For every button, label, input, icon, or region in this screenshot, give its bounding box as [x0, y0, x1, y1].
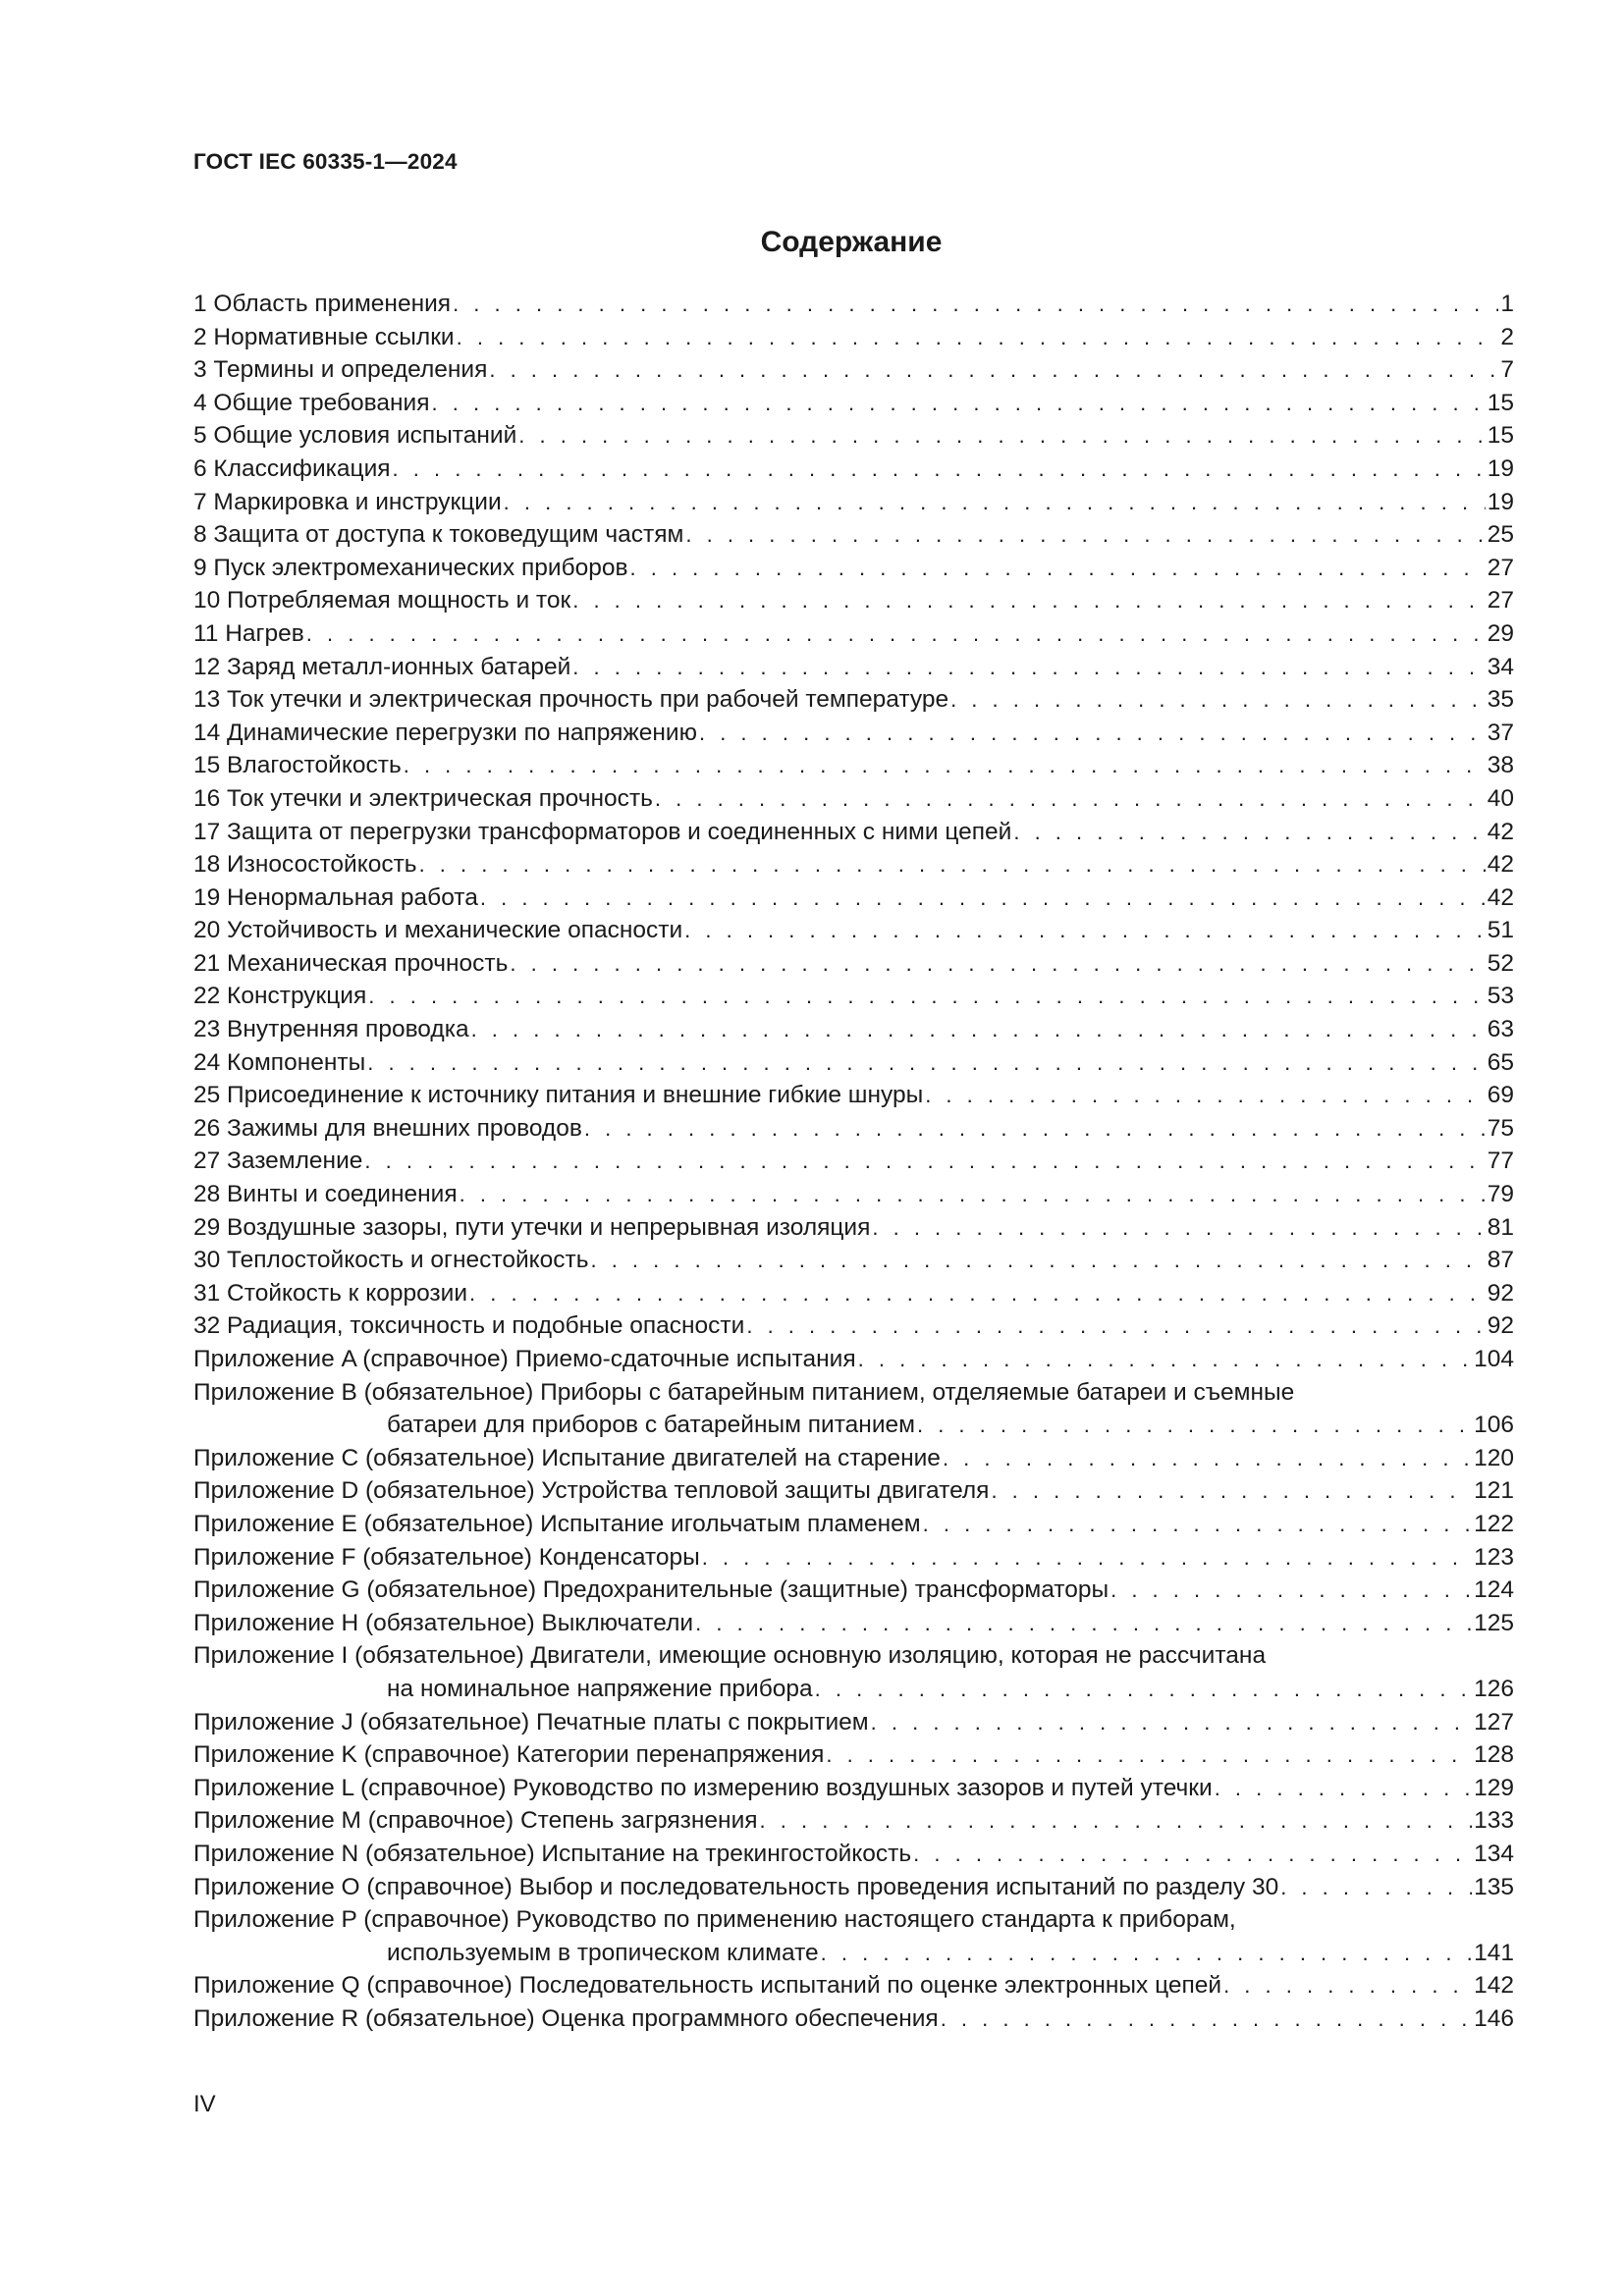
toc-entry-title: Приложение N (обязательное) Испытание на трекингостойкость: [193, 1840, 912, 1867]
toc-leader-dots: [1280, 1871, 1472, 1904]
toc-leader-dots: [453, 288, 1498, 321]
toc-entry-title: 19 Ненормальная работа: [193, 883, 478, 911]
toc-leader-dots: [368, 980, 1485, 1013]
toc-leader-dots: [941, 2002, 1472, 2036]
toc-entry-page: 81: [1487, 1213, 1514, 1241]
toc-entry[interactable]: [193, 1772, 1514, 1805]
toc-entry-page: 77: [1487, 1148, 1514, 1175]
toc-leader-dots: [917, 1409, 1472, 1442]
toc-entry[interactable]: [193, 419, 1514, 453]
toc-entry-title: 13 Ток утечки и электрическая прочность при рабочей температуре: [193, 686, 949, 714]
toc-entry-page: 92: [1487, 1312, 1514, 1340]
toc-entry-page: 35: [1487, 686, 1514, 714]
document-header: ГОСТ IEC 60335-1—2024: [193, 149, 458, 174]
toc-entry-title: батареи для приборов с батарейным питанием: [387, 1412, 915, 1439]
toc-entry[interactable]: [193, 1277, 1514, 1310]
toc-entry-page: 27: [1487, 587, 1514, 614]
toc-leader-dots: [469, 1277, 1486, 1310]
toc-entry[interactable]: [193, 486, 1514, 519]
toc-leader-dots: [871, 1706, 1472, 1739]
toc-entry[interactable]: [193, 816, 1514, 849]
toc-entry-page: 42: [1487, 883, 1514, 911]
toc-leader-dots: [943, 1442, 1472, 1475]
toc-entry[interactable]: [193, 1804, 1514, 1838]
toc-leader-dots: [1110, 1574, 1472, 1607]
toc-entry-title: 4 Общие требования: [193, 389, 430, 416]
toc-entry-page: 40: [1487, 784, 1514, 812]
toc-entry-page: 122: [1474, 1510, 1514, 1537]
toc-entry[interactable]: [193, 683, 1514, 717]
toc-leader-dots: [746, 1309, 1485, 1343]
toc-entry[interactable]: [193, 782, 1514, 816]
toc-entry-title: 25 Присоединение к источнику питания и внешние гибкие шнуры: [193, 1082, 924, 1109]
toc-entry-title: 29 Воздушные зазоры, пути утечки и непрерывная изоляция: [193, 1213, 871, 1241]
toc-leader-dots: [685, 518, 1485, 552]
toc-entry-title: Приложение H (обязательное) Выключатели: [193, 1609, 694, 1636]
toc-entry[interactable]: [193, 980, 1514, 1013]
toc-entry[interactable]: [193, 1673, 1514, 1706]
toc-entry-page: 125: [1474, 1609, 1514, 1636]
toc-entry[interactable]: [193, 914, 1514, 947]
toc-leader-dots: [480, 881, 1486, 915]
toc-entry[interactable]: [193, 2002, 1514, 2036]
toc-entry[interactable]: [193, 1343, 1514, 1376]
toc-entry-title: 6 Классификация: [193, 454, 391, 482]
toc-entry-title: Приложение Q (справочное) Последовательность испытаний по оценке электронных цепей: [193, 1972, 1222, 2000]
toc-entry[interactable]: [193, 584, 1514, 617]
toc-leader-dots: [1215, 1772, 1472, 1805]
toc-leader-dots: [1223, 1969, 1472, 2002]
toc-entry[interactable]: [193, 552, 1514, 585]
toc-entry[interactable]: [193, 1244, 1514, 1277]
toc-entry-title: 22 Конструкция: [193, 983, 367, 1010]
toc-entry-title: 2 Нормативные ссылки: [193, 323, 455, 350]
toc-entry-title: 24 Компоненты: [193, 1048, 366, 1076]
toc-leader-dots: [858, 1343, 1472, 1376]
toc-entry-page: 141: [1474, 1939, 1514, 1966]
toc-entry-page: 25: [1487, 521, 1514, 549]
toc-entry-page: 37: [1487, 719, 1514, 746]
toc-entry-title: 21 Механическая прочность: [193, 949, 509, 977]
toc-entry-title: Приложение G (обязательное) Предохранительные (защитные) трансформаторы: [193, 1576, 1110, 1604]
toc-entry-page: 65: [1487, 1048, 1514, 1076]
toc-entry-title: Приложение E (обязательное) Испытание игольчатым пламенем: [193, 1510, 921, 1537]
toc-entry[interactable]: [193, 1178, 1514, 1211]
toc-leader-dots: [923, 1508, 1472, 1541]
toc-entry[interactable]: [193, 749, 1514, 782]
toc-entry[interactable]: [193, 1706, 1514, 1739]
toc-entry[interactable]: [193, 1607, 1514, 1640]
toc-title: Содержание: [760, 226, 943, 258]
toc-leader-dots: [471, 1013, 1486, 1046]
toc-entry[interactable]: [193, 1474, 1514, 1508]
toc-entry-page: 121: [1474, 1477, 1514, 1505]
toc-entry-title: Приложение R (обязательное) Оценка программного обеспечения: [193, 2004, 939, 2032]
toc-entry-title: Приложение J (обязательное) Печатные платы с покрытием: [193, 1708, 869, 1735]
toc-leader-dots: [364, 1145, 1485, 1178]
toc-entry[interactable]: [193, 1013, 1514, 1046]
toc-entry-page: 63: [1487, 1016, 1514, 1043]
toc-entry[interactable]: [193, 617, 1514, 651]
toc-entry-page: 124: [1474, 1576, 1514, 1604]
toc-leader-dots: [518, 419, 1485, 453]
toc-entry-page: 27: [1487, 554, 1514, 581]
toc-entry-page: 52: [1487, 949, 1514, 977]
table-of-contents: [193, 288, 1514, 2035]
toc-entry[interactable]: [193, 288, 1514, 321]
toc-entry-page: 87: [1487, 1247, 1514, 1274]
toc-entry-page: 69: [1487, 1082, 1514, 1109]
toc-leader-dots: [419, 848, 1486, 881]
toc-entry-line: Приложение P (справочное) Руководство по применению настоящего стандарта к приборам,: [193, 1906, 1236, 1934]
toc-entry[interactable]: [193, 1409, 1514, 1442]
toc-entry-title: 26 Зажимы для внешних проводов: [193, 1114, 582, 1142]
toc-entry[interactable]: [193, 651, 1514, 684]
toc-entry-page: 75: [1487, 1114, 1514, 1142]
toc-entry-title: 28 Винты и соединения: [193, 1181, 458, 1208]
toc-entry[interactable]: [193, 1211, 1514, 1245]
toc-entry-page: 120: [1474, 1444, 1514, 1471]
toc-entry[interactable]: [193, 717, 1514, 750]
toc-leader-dots: [306, 617, 1486, 651]
toc-leader-dots: [991, 1474, 1472, 1508]
toc-entry-page: 79: [1487, 1181, 1514, 1208]
toc-entry-line: Приложение I (обязательное) Двигатели, имеющие основную изоляцию, которая не рассчитана: [193, 1642, 1267, 1670]
toc-leader-dots: [460, 1178, 1486, 1211]
toc-leader-dots: [950, 683, 1486, 717]
toc-entry-title: 1 Область применения: [193, 291, 452, 317]
toc-leader-dots: [684, 914, 1486, 947]
toc-entry-page: 53: [1487, 983, 1514, 1010]
toc-entry-page: 51: [1487, 917, 1514, 944]
toc-entry-title: 5 Общие условия испытаний: [193, 422, 517, 450]
toc-entry-page: 123: [1474, 1543, 1514, 1571]
toc-entry-title: Приложение C (обязательное) Испытание двигателей на старение: [193, 1444, 941, 1471]
toc-leader-dots: [826, 1738, 1472, 1772]
toc-entry-title: Приложение M (справочное) Степень загрязнения: [193, 1807, 758, 1835]
toc-entry-title: 30 Теплостойкость и огнестойкость: [193, 1247, 589, 1274]
toc-entry[interactable]: [193, 1838, 1514, 1871]
toc-entry[interactable]: [193, 353, 1514, 387]
toc-entry-title: 31 Стойкость к коррозии: [193, 1279, 468, 1307]
toc-entry-page: 38: [1487, 752, 1514, 779]
toc-entry-title: 18 Износостойкость: [193, 851, 417, 879]
toc-leader-dots: [510, 947, 1485, 981]
toc-leader-dots: [489, 353, 1498, 387]
toc-entry-title: Приложение O (справочное) Выбор и последовательность проведения испытаний по разделу 30: [193, 1873, 1279, 1900]
toc-leader-dots: [1013, 816, 1485, 849]
toc-entry-page: 1: [1500, 291, 1514, 317]
toc-entry-title: 9 Пуск электромеханических приборов: [193, 554, 628, 581]
toc-entry-page: 104: [1474, 1346, 1514, 1372]
toc-entry-title: 10 Потребляемая мощность и ток: [193, 587, 571, 614]
toc-entry-page: 15: [1487, 389, 1514, 416]
toc-entry[interactable]: [193, 1574, 1514, 1607]
toc-entry[interactable]: [193, 321, 1514, 354]
toc-entry-title: используемым в тропическом климате: [387, 1939, 819, 1966]
toc-leader-dots: [695, 1607, 1472, 1640]
toc-leader-dots: [702, 1541, 1472, 1575]
toc-leader-dots: [872, 1211, 1485, 1245]
toc-entry[interactable]: [193, 1541, 1514, 1575]
toc-entry-title: на номинальное напряжение прибора: [387, 1675, 813, 1702]
toc-entry-title: 11 Нагрев: [193, 619, 304, 647]
toc-leader-dots: [404, 749, 1486, 782]
toc-entry-title: Приложение D (обязательное) Устройства тепловой защиты двигателя: [193, 1477, 990, 1505]
toc-leader-dots: [655, 782, 1486, 816]
toc-leader-dots: [367, 1046, 1486, 1080]
toc-leader-dots: [584, 1112, 1486, 1146]
toc-entry-title: Приложение F (обязательное) Конденсаторы: [193, 1543, 700, 1571]
toc-entry[interactable]: [193, 1046, 1514, 1080]
toc-entry[interactable]: [193, 848, 1514, 881]
toc-entry-page: 34: [1487, 653, 1514, 680]
toc-entry-title: 15 Влагостойкость: [193, 752, 402, 779]
toc-entry-page: 128: [1474, 1741, 1514, 1769]
toc-leader-dots: [572, 584, 1486, 617]
toc-entry-page: 135: [1474, 1873, 1514, 1900]
toc-entry-page: 146: [1474, 2004, 1514, 2032]
toc-entry-title: 16 Ток утечки и электрическая прочность: [193, 784, 653, 812]
toc-entry[interactable]: [193, 453, 1514, 486]
toc-leader-dots: [815, 1673, 1472, 1706]
toc-entry-page: 7: [1500, 356, 1514, 384]
toc-leader-dots: [432, 387, 1486, 420]
toc-entry[interactable]: [193, 881, 1514, 915]
toc-entry-title: 20 Устойчивость и механические опасности: [193, 917, 683, 944]
toc-entry-page: 42: [1487, 851, 1514, 879]
toc-entry-title: 27 Заземление: [193, 1148, 363, 1175]
toc-entry-page: 42: [1487, 818, 1514, 845]
toc-entry-page: 133: [1474, 1807, 1514, 1835]
toc-entry-title: Приложение K (справочное) Категории перенапряжения: [193, 1741, 825, 1769]
toc-entry-page: 92: [1487, 1279, 1514, 1307]
toc-leader-dots: [699, 717, 1486, 750]
toc-entry[interactable]: [193, 947, 1514, 981]
toc-entry-page: 15: [1487, 422, 1514, 450]
toc-entry[interactable]: [193, 518, 1514, 552]
toc-leader-dots: [630, 552, 1486, 585]
toc-entry-page: 134: [1474, 1840, 1514, 1867]
toc-entry-title: Приложение A (справочное) Приемо-сдаточные испытания: [193, 1346, 856, 1372]
toc-leader-dots: [504, 486, 1486, 519]
toc-leader-dots: [457, 321, 1499, 354]
toc-leader-dots: [821, 1937, 1472, 1970]
toc-entry-title: 12 Заряд металл-ионных батарей: [193, 653, 571, 680]
toc-entry-page: 129: [1474, 1774, 1514, 1801]
toc-entry-page: 142: [1474, 1972, 1514, 2000]
toc-entry-page: 127: [1474, 1708, 1514, 1735]
toc-entry[interactable]: [193, 1937, 1514, 1970]
toc-entry-title: 23 Внутренняя проводка: [193, 1016, 469, 1043]
toc-entry-title: 7 Маркировка и инструкции: [193, 488, 502, 515]
toc-entry[interactable]: [193, 1508, 1514, 1541]
toc-entry[interactable]: [193, 387, 1514, 420]
toc-entry-title: 17 Защита от перегрузки трансформаторов и соединенных с ними цепей: [193, 818, 1012, 845]
toc-entry[interactable]: [193, 1079, 1514, 1112]
toc-leader-dots: [572, 651, 1485, 684]
toc-entry-page: 126: [1474, 1675, 1514, 1702]
toc-leader-dots: [925, 1079, 1486, 1112]
toc-entry-line: Приложение B (обязательное) Приборы с батарейным питанием, отделяемые батареи и съемные: [193, 1378, 1295, 1406]
toc-leader-dots: [393, 453, 1486, 486]
toc-entry[interactable]: [193, 1738, 1514, 1772]
toc-entry[interactable]: [193, 1112, 1514, 1146]
toc-leader-dots: [913, 1838, 1472, 1871]
toc-entry[interactable]: [193, 1969, 1514, 2002]
page-number: IV: [193, 2091, 216, 2117]
toc-entry[interactable]: [193, 1442, 1514, 1475]
toc-entry[interactable]: [193, 1309, 1514, 1343]
toc-entry-title: 14 Динамические перегрузки по напряжению: [193, 719, 697, 746]
toc-leader-dots: [760, 1804, 1473, 1838]
toc-entry[interactable]: [193, 1145, 1514, 1178]
toc-entry-title: 8 Защита от доступа к токоведущим частям: [193, 521, 684, 549]
toc-leader-dots: [590, 1244, 1485, 1277]
toc-entry-title: 3 Термины и определения: [193, 356, 488, 384]
toc-entry-page: 29: [1487, 619, 1514, 647]
toc-entry-title: Приложение L (справочное) Руководство по измерению воздушных зазоров и путей утечки: [193, 1774, 1213, 1801]
toc-entry-page: 19: [1487, 488, 1514, 515]
toc-entry-page: 2: [1500, 323, 1514, 350]
toc-entry-title: 32 Радиация, токсичность и подобные опасности: [193, 1312, 745, 1340]
toc-entry[interactable]: [193, 1871, 1514, 1904]
toc-entry-page: 106: [1474, 1412, 1514, 1439]
toc-entry-page: 19: [1487, 454, 1514, 482]
